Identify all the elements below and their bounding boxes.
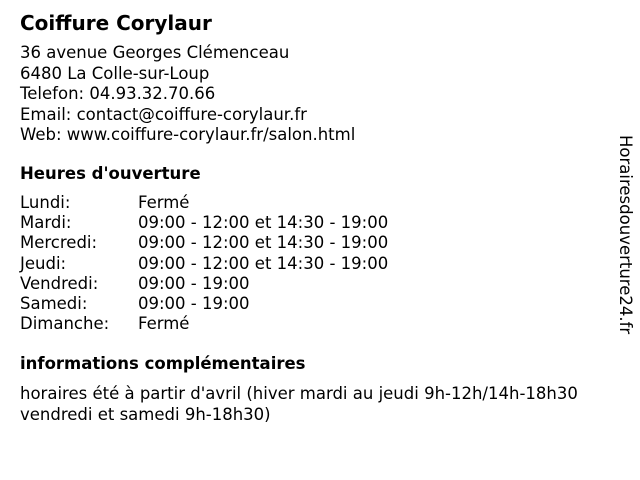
day-label: Mercredi: xyxy=(20,233,98,253)
additional-info-heading: informations complémentaires xyxy=(20,354,306,373)
time-value: 09:00 - 19:00 xyxy=(138,293,250,313)
address-line-city: 6480 La Colle-sur-Loup xyxy=(20,63,210,83)
opening-hours-heading: Heures d'ouverture xyxy=(20,164,201,183)
time-value: 09:00 - 12:00 et 14:30 - 19:00 xyxy=(138,233,389,253)
email-address: Email: contact@coiffure-corylaur.fr xyxy=(20,104,307,124)
day-label: Dimanche: xyxy=(20,314,110,334)
contact-block xyxy=(20,43,355,146)
side-watermark-text: Horairesdouverture24.fr xyxy=(616,135,635,335)
time-value: 09:00 - 12:00 et 14:30 - 19:00 xyxy=(138,213,389,233)
day-label: Samedi: xyxy=(20,293,88,313)
time-value: 09:00 - 19:00 xyxy=(138,273,250,293)
day-label: Mardi: xyxy=(20,213,72,233)
address-line-street: 36 avenue Georges Clémenceau xyxy=(20,43,290,62)
business-name: Coiffure Corylaur xyxy=(20,11,212,35)
day-label: Jeudi: xyxy=(20,253,67,273)
day-label: Vendredi: xyxy=(20,273,99,293)
time-value: 09:00 - 12:00 et 14:30 - 19:00 xyxy=(138,253,389,273)
website-address: Web: www.coiffure-corylaur.fr/salon.html xyxy=(20,125,356,144)
phone-number: Telefon: 04.93.32.70.66 xyxy=(20,84,216,103)
time-value: Fermé xyxy=(138,314,190,334)
additional-info-text: horaires été à partir d'avril (hiver mardi au jeudi 9h-12h/14h-18h30 vendredi et samedi 9h-18h30) xyxy=(20,384,578,424)
day-label: Lundi: xyxy=(20,193,71,212)
time-value: Fermé xyxy=(138,193,190,212)
